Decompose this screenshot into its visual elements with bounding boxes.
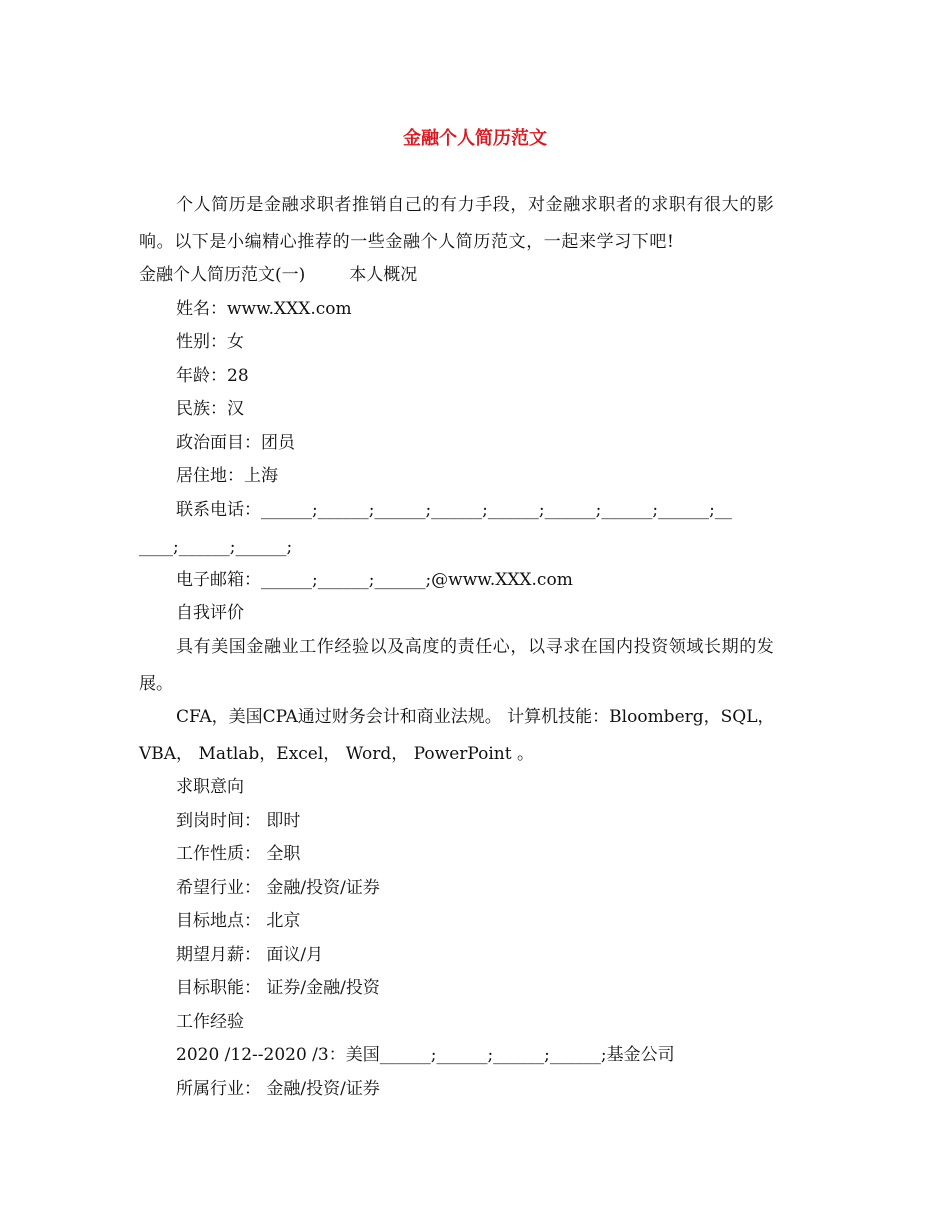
section-title: 金融个人简历范文(一) (139, 265, 306, 285)
job-intent-salary: 期望月薪： 面议/月 (176, 945, 324, 965)
section-heading (139, 264, 417, 286)
self-eval-line-1: 具有美国金融业工作经验以及高度的责任心，以寻求在国内投资领域长期的发 (176, 637, 775, 657)
profile-name: 姓名：www.XXX.com (176, 299, 352, 319)
self-eval-line-4: VBA， Matlab，Excel， Word， PowerPoint 。 (139, 744, 534, 764)
work-industry: 所属行业： 金融/投资/证券 (176, 1079, 380, 1099)
profile-gender: 性别：女 (176, 332, 244, 352)
work-period: 2020 /12--2020 /3：美国______;______;______;______;基金公司 (176, 1045, 675, 1065)
profile-email: 电子邮箱：______;______;______;@www.XXX.com (176, 570, 573, 590)
profile-ethnicity: 民族：汉 (176, 399, 244, 419)
intro-line-1: 个人简历是金融求职者推销自己的有力手段，对金融求职者的求职有很大的影 (176, 195, 775, 215)
work-heading: 工作经验 (176, 1012, 244, 1032)
profile-residence: 居住地：上海 (176, 466, 278, 486)
section-subtitle: 本人概况 (349, 265, 418, 285)
profile-phone-line-2: ____;______;______; (139, 537, 293, 557)
intro-line-2: 响。以下是小编精心推荐的一些金融个人简历范文，一起来学习下吧! (139, 232, 675, 252)
job-intent-function: 目标职能： 证券/金融/投资 (176, 978, 380, 998)
job-intent-start: 到岗时间： 即时 (176, 811, 301, 831)
job-intent-industry: 希望行业： 金融/投资/证券 (176, 878, 380, 898)
self-eval-line-2: 展。 (139, 674, 173, 694)
document-title: 金融个人简历范文 (403, 128, 547, 149)
job-intent-location: 目标地点： 北京 (176, 911, 301, 931)
job-intent-heading: 求职意向 (176, 777, 244, 797)
profile-age: 年龄：28 (176, 366, 249, 386)
profile-phone-line-1: 联系电话：______;______;______;______;______;______;______;______;__ (176, 500, 732, 520)
self-eval-heading: 自我评价 (176, 603, 244, 623)
profile-political: 政治面目：团员 (176, 433, 295, 453)
job-intent-type: 工作性质： 全职 (176, 844, 301, 864)
self-eval-line-3: CFA，美国CPA通过财务会计和商业法规。 计算机技能：Bloomberg，SQL， (176, 707, 775, 727)
